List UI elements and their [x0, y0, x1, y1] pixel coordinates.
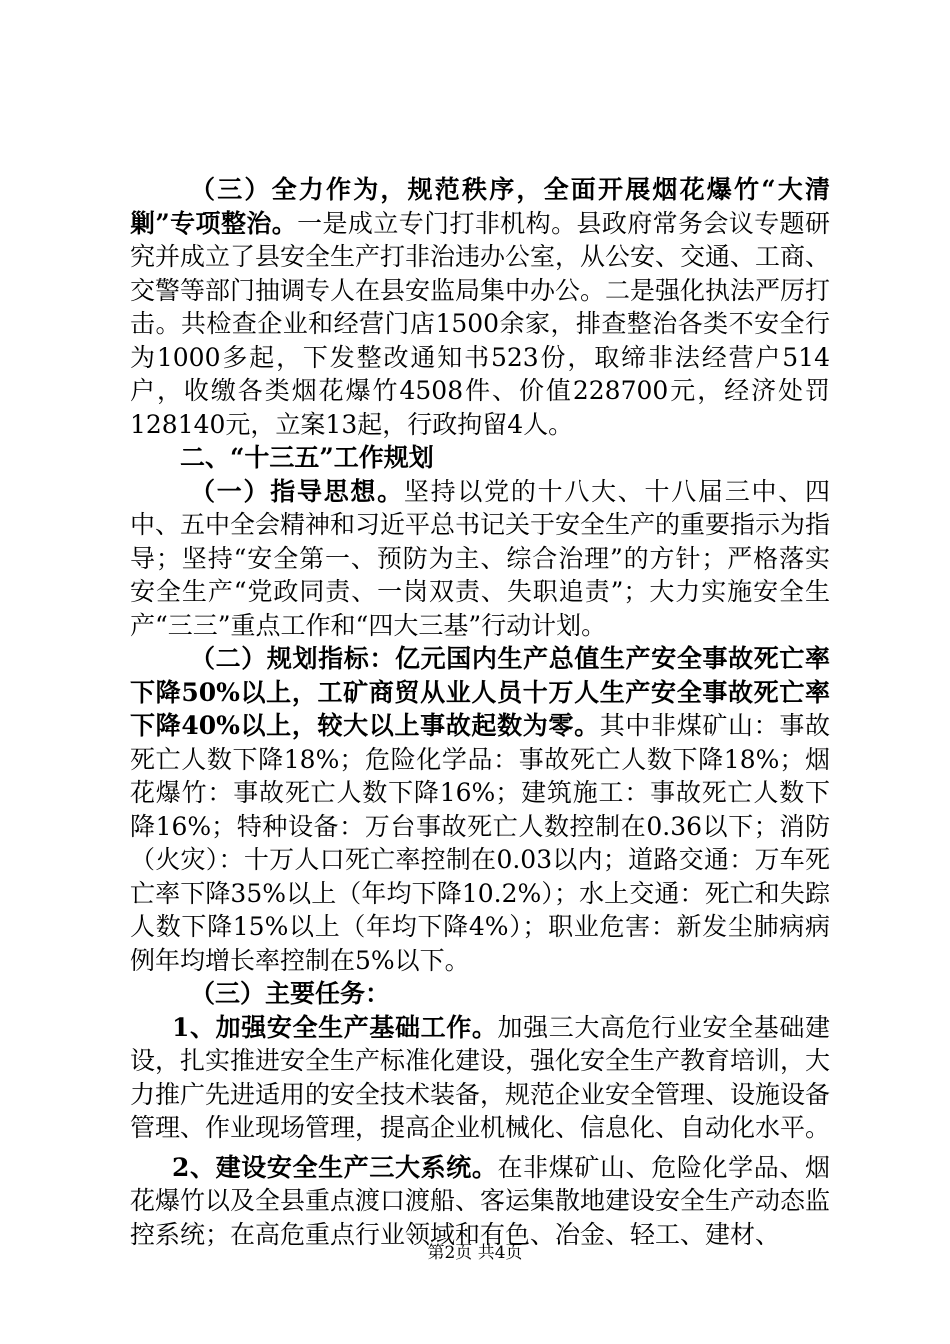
paragraph-heading: （三）全力作为，规范秩序，全面开展烟花爆竹“大清剿”专项整治。 — [130, 175, 830, 238]
paragraph-heading: （一）指导思想。 — [190, 476, 404, 506]
paragraph-text: 在非煤矿山、危险化学品、烟花爆竹以及全县重点渡口渡船、客运集散地建设安全生产动态监控系统；在高危重点行业领域和有色、冶金、轻工、建材、 — [130, 1152, 831, 1249]
document-body — [130, 173, 830, 1251]
paragraph-plan-indicators — [130, 642, 830, 977]
paragraph-heading: 2、建设安全生产三大系统。 — [172, 1152, 498, 1182]
paragraph-main-tasks-heading — [130, 977, 830, 1011]
section-heading-plan — [130, 441, 830, 475]
paragraph-text: 其中非煤矿山：事故死亡人数下降18%；危险化学品：事故死亡人数下降18%；烟花爆竹：事故死亡人数下降16%；建筑施工：事故死亡人数下降16%；特种设备：万台事故死亡人数控制在0.36以下；消防（火灾）：十万人口死亡率控制在0.03以内；道路交通：万车死亡率下降35%以上（年均下降10.2%）；水上交通：死亡和失踪人数下降15%以上（年均下降4%）；职业危害：新发尘肺病病例年均增长率控制在5%以下。 — [130, 711, 830, 975]
paragraph-special-rectification — [130, 173, 830, 441]
paragraph-guiding-ideology — [130, 475, 830, 643]
paragraph-heading: （三）主要任务： — [190, 979, 391, 1008]
paragraph-heading: 1、加强安全生产基础工作。 — [172, 1012, 498, 1042]
paragraph-text: 坚持以党的十八大、十八届三中、四中、五中全会精神和习近平总书记关于安全生产的重要指示为指导；坚持“安全第一、预防为主、综合治理”的方针；严格落实安全生产“党政同责、一岗双责、失职追责”；大力实施安全生产“三三”重点工作和“四大三基”行动计划。 — [130, 476, 831, 640]
paragraph-text: 加强三大高危行业安全基础建设，扎实推进安全生产标准化建设，强化安全生产教育培训，大力推广先进适用的安全技术装备，规范企业安全管理、设施设备管理、作业现场管理，提高企业机械化、信息化、自动化水平。 — [130, 1012, 831, 1142]
paragraph-text: 一是成立专门打非机构。县政府常务会议专题研究并成立了县安全生产打非治违办公室，从公安、交通、工商、交警等部门抽调专人在县安监局集中办公。二是强化执法严厉打击。共检查企业和经营门店1500余家，排查整治各类不安全行为1000多起，下发整改通知书523份，取缔非法经营户514户，收缴各类烟花爆竹4508件、价值228700元，经济处罚128140元，立案13起，行政拘留4人。 — [130, 208, 831, 439]
paragraph-task-1 — [130, 1011, 830, 1145]
section-title: 二、“十三五”工作规划 — [180, 443, 434, 472]
paragraph-heading: （二）规划指标：亿元国内生产总值生产安全事故死亡率下降50%以上，工矿商贸从业人员十万人生产安全事故死亡率下降40%以上，较大以上事故起数为零。 — [130, 644, 830, 740]
paragraph-task-2 — [130, 1151, 830, 1252]
page-number-footer: 第2页 共4页 — [427, 1243, 523, 1263]
